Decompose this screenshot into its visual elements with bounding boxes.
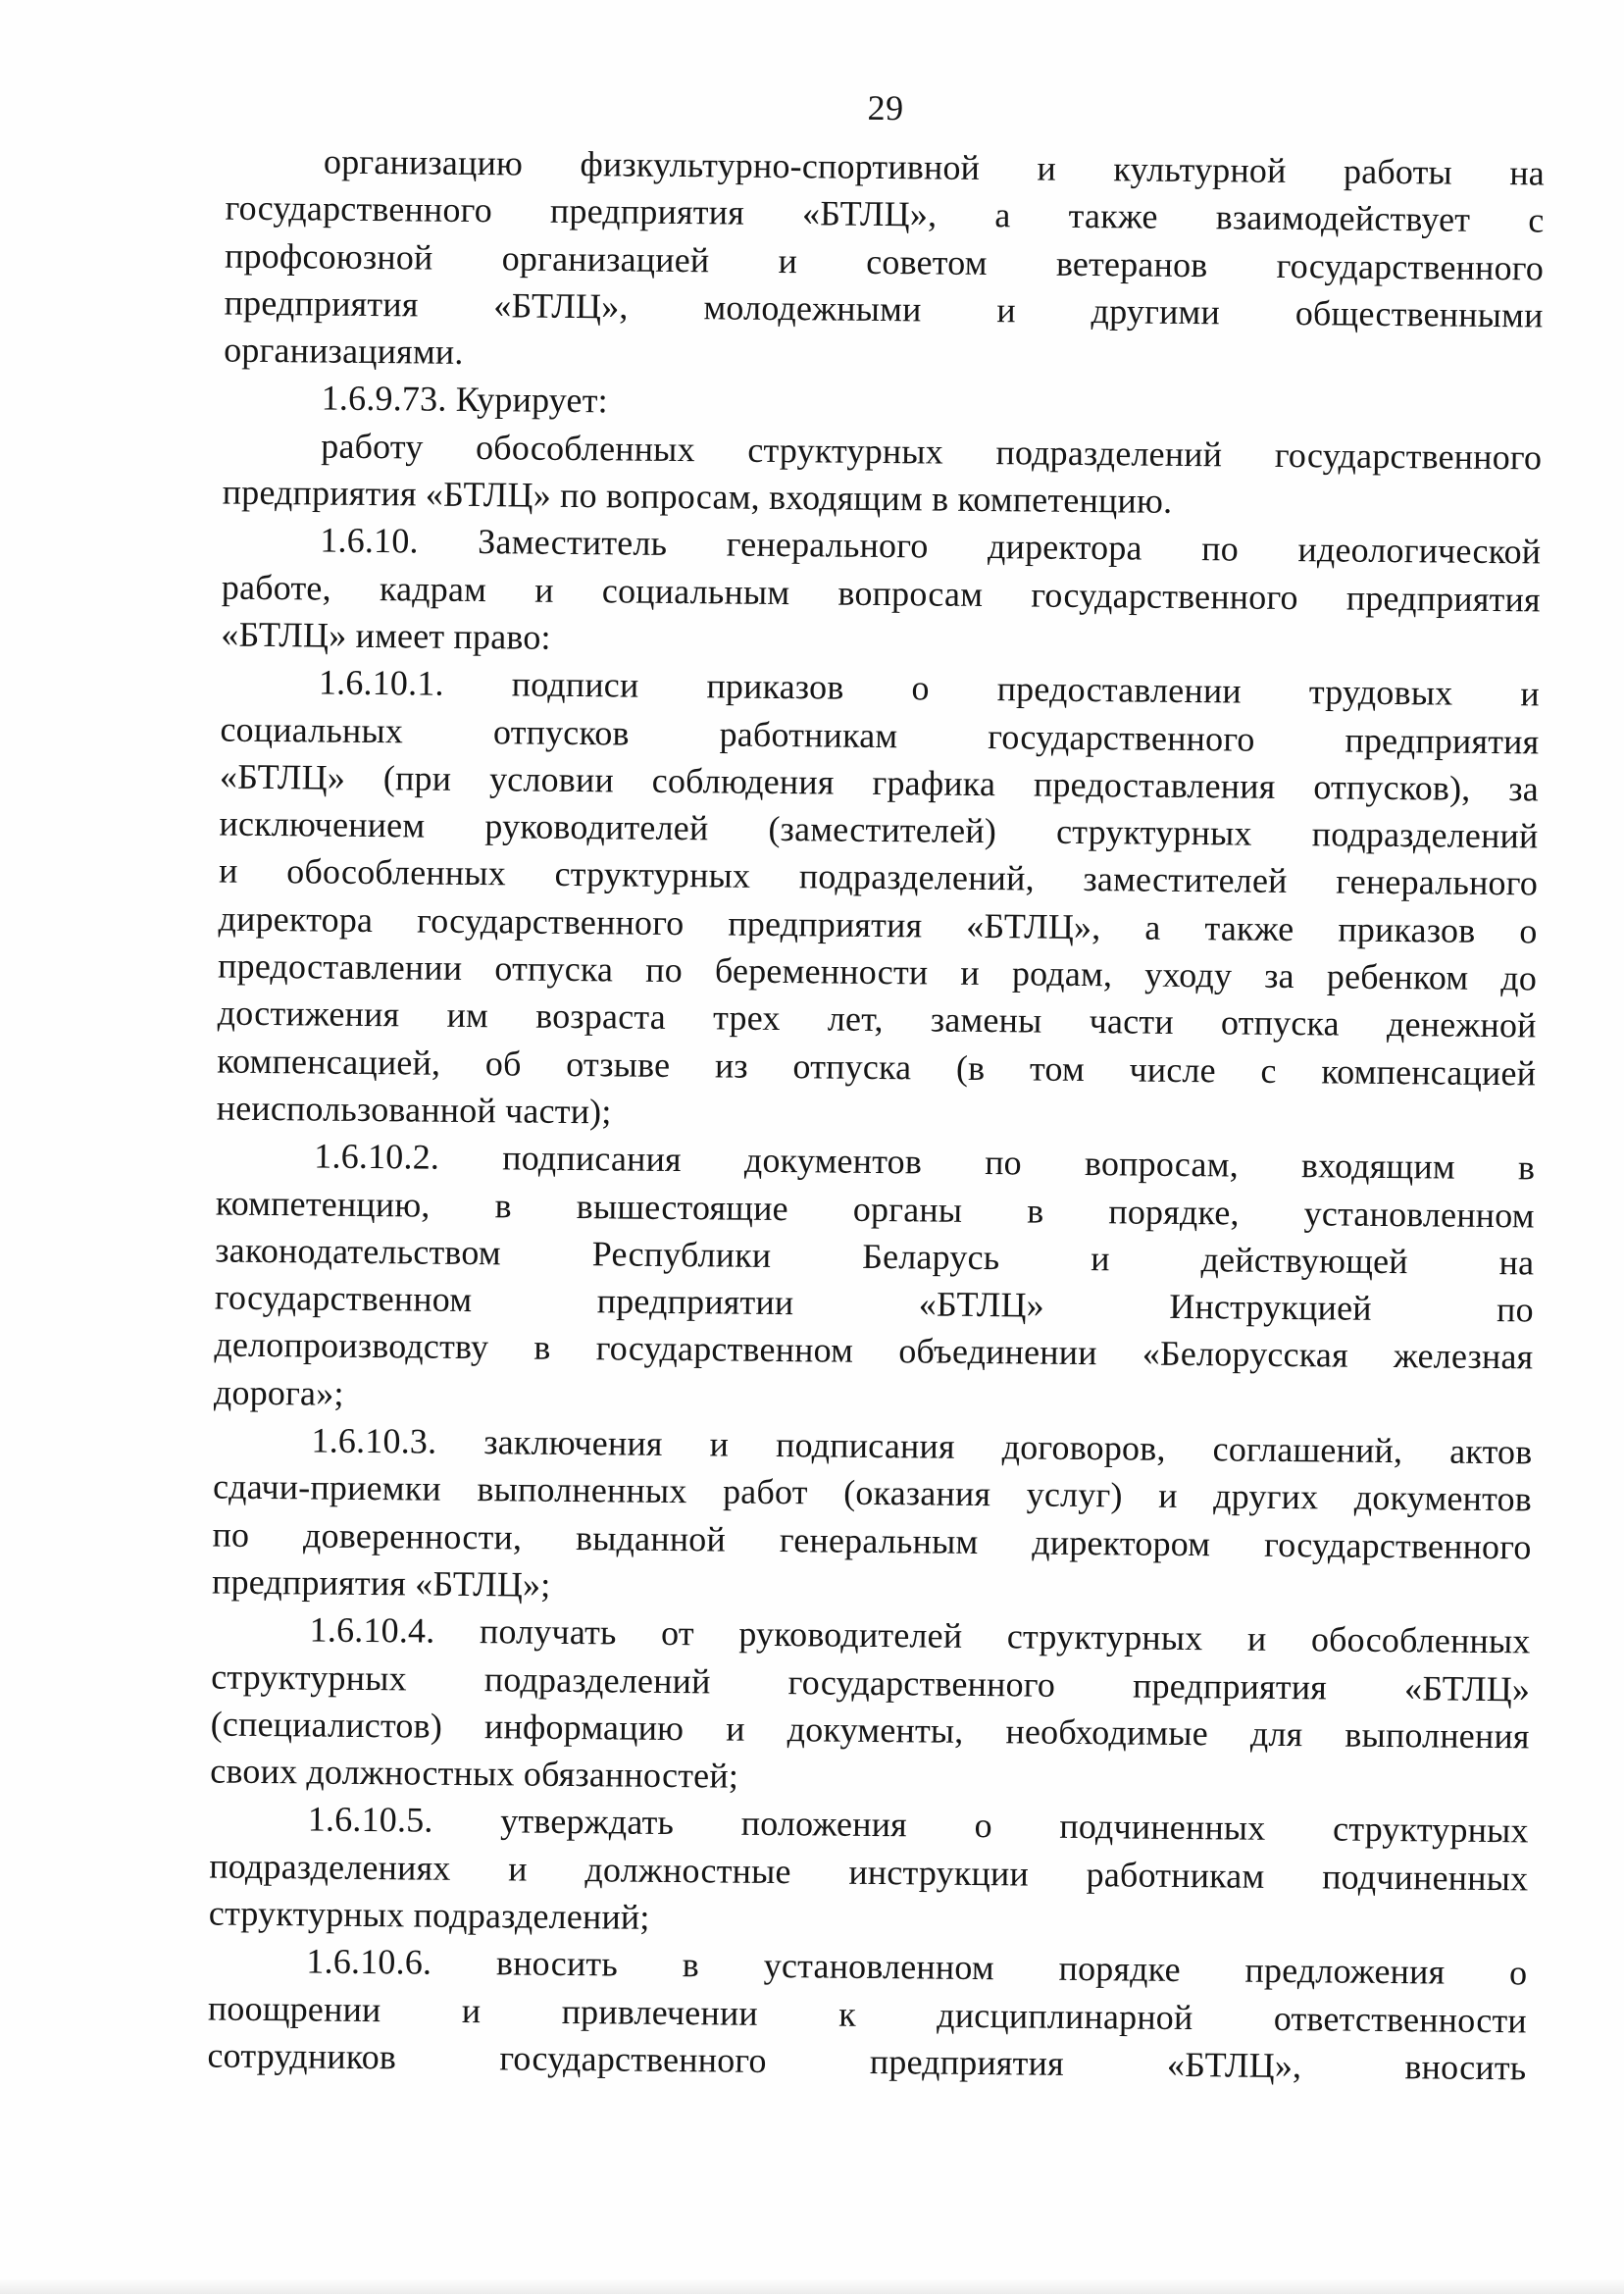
text-line: достижения им возраста трех лет, замены части отпуска денежной <box>217 993 1537 1045</box>
text-line: компетенцию, в вышестоящие органы в порядке, установленном <box>215 1183 1535 1235</box>
text-line: предприятия «БТЛЦ», молодежными и другими общественными <box>224 282 1544 335</box>
text-line: предприятия «БТЛЦ» по вопросам, входящим в компетенцию. <box>222 472 1173 521</box>
document-text-block <box>207 137 1545 2092</box>
text-line: профсоюзной организацией и советом ветеранов государственного <box>224 235 1545 288</box>
text-line: компенсацией, об отзыве из отпуска (в том числе с компенсацией <box>217 1041 1537 1094</box>
text-line: исключением руководителей (заместителей) структурных подразделений <box>219 803 1539 856</box>
text-line: «БТЛЦ» имеет право: <box>221 614 551 657</box>
text-line: 1.6.10.5. утверждать положения о подчиненных структурных <box>307 1799 1529 1851</box>
text-line: «БТЛЦ» (при условии соблюдения графика предоставления отпусков), за <box>219 756 1540 809</box>
text-line: законодательством Республики Беларусь и действующей на <box>215 1230 1535 1283</box>
text-line: неиспользованной части); <box>216 1088 612 1132</box>
page-number: 29 <box>867 87 904 128</box>
text-line: 1.6.10.6. вносить в установленном порядке предложения о <box>306 1941 1528 1993</box>
text-line: сдачи-приемки выполненных работ (оказания услуг) и других документов <box>212 1466 1533 1519</box>
text-line: 1.6.10. Заместитель генерального директора по идеологической <box>320 520 1542 572</box>
text-line: 1.6.10.2. подписания документов по вопросам, входящим в <box>314 1136 1536 1188</box>
text-line: директора государственного предприятия «БТЛЦ», а также приказов о <box>218 898 1538 951</box>
text-line: поощрении и привлечении к дисциплинарной ответственности <box>207 1988 1528 2040</box>
text-line: (специалистов) информацию и документы, необходимые для выполнения <box>210 1704 1530 1757</box>
text-line: сотрудников государственного предприятия «БТЛЦ», вносить <box>207 2035 1527 2088</box>
text-line: 1.6.10.4. получать от руководителей структурных и обособленных <box>309 1609 1531 1661</box>
text-line: по доверенности, выданной генеральным директором государственного <box>212 1514 1532 1567</box>
text-line: социальных отпусков работникам государственного предприятия <box>220 709 1540 762</box>
text-line: предприятия «БТЛЦ»; <box>211 1561 551 1605</box>
text-line: делопроизводству в государственном объединении «Белорусская железная <box>214 1324 1534 1377</box>
text-line: структурных подразделений государственного предприятия «БТЛЦ» <box>211 1656 1531 1708</box>
text-line: работе, кадрам и социальным вопросам государственного предприятия <box>221 567 1541 620</box>
text-line: 1.6.10.1. подписи приказов о предоставлении трудовых и <box>318 662 1541 714</box>
text-line: 1.6.9.73. Курирует: <box>321 379 609 421</box>
text-line: и обособленных структурных подразделений, заместителей генерального <box>218 850 1539 903</box>
text-line: государственного предприятия «БТЛЦ», а также взаимодействует с <box>225 187 1545 240</box>
text-line: работу обособленных структурных подразделений государственного <box>321 426 1543 478</box>
text-line: структурных подразделений; <box>208 1893 650 1937</box>
text-line: организацию физкультурно-спортивной и культурной работы на <box>323 141 1546 193</box>
text-line: подразделениях и должностные инструкции работникам подчиненных <box>209 1846 1529 1899</box>
text-line: предоставлении отпуска по беременности и родам, уходу за ребенком до <box>217 945 1538 998</box>
text-line: своих должностных обязанностей; <box>210 1751 739 1796</box>
text-line: государственном предприятии «БТЛЦ» Инструкцией по <box>214 1277 1535 1330</box>
text-line: организациями. <box>223 330 464 373</box>
text-line: дорога»; <box>213 1372 344 1413</box>
text-line: 1.6.10.3. заключения и подписания договоров, соглашений, актов <box>311 1420 1533 1472</box>
